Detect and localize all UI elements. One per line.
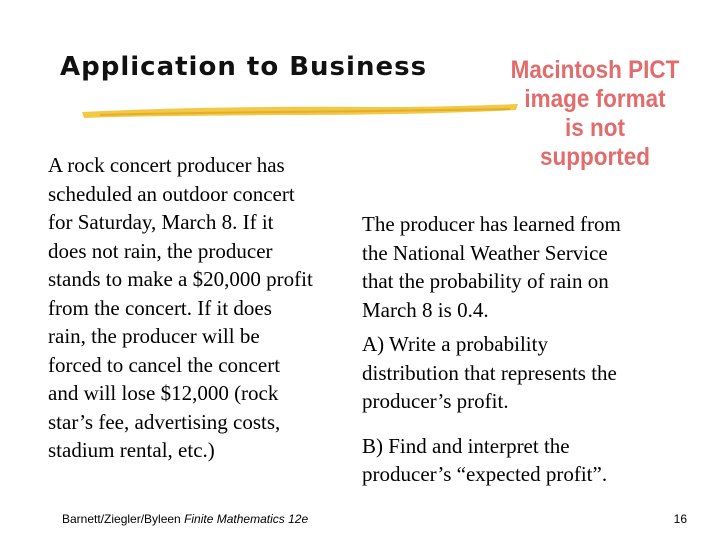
text-line: B) Find and interpret the xyxy=(362,433,570,458)
question-b xyxy=(362,432,672,489)
text-line: the National Weather Service xyxy=(362,240,608,265)
questions-column xyxy=(362,210,672,489)
pict-line-3: is not supported xyxy=(540,114,650,171)
text-line: stands to make a $20,000 profit xyxy=(48,267,313,291)
pict-line-2: image format xyxy=(524,85,666,113)
page-number: 16 xyxy=(673,512,687,526)
text-line: forced to cancel the concert xyxy=(48,352,281,377)
text-line: for Saturday, March 8. If it xyxy=(48,210,274,234)
text-line: that the probability of rain on xyxy=(362,269,609,293)
problem-statement xyxy=(48,151,368,465)
text-line: stadium rental, etc.) xyxy=(48,438,215,462)
text-line: A) Write a probability xyxy=(362,332,548,356)
text-line: March 8 is 0.4. xyxy=(362,297,489,322)
text-line: A rock concert producer has xyxy=(48,153,285,177)
text-line: does not rain, the producer xyxy=(48,238,273,263)
intro-paragraph xyxy=(362,210,672,324)
text-line: producer’s profit. xyxy=(362,389,509,413)
title-underline xyxy=(80,100,520,122)
footer-citation xyxy=(62,512,308,526)
question-a xyxy=(362,330,672,416)
text-line: and will lose $12,000 (rock xyxy=(48,381,279,405)
text-line: The producer has learned from xyxy=(362,212,621,236)
slide-title: Application to Business xyxy=(60,52,428,82)
text-line: distribution that represents the xyxy=(362,360,617,385)
text-line: from the concert. If it does xyxy=(48,295,272,320)
pict-line-1: Macintosh PICT xyxy=(510,56,680,84)
text-line: rain, the producer will be xyxy=(48,324,260,348)
text-line: producer’s “expected profit”. xyxy=(362,462,608,486)
unsupported-image-placeholder xyxy=(510,56,681,172)
text-line: scheduled an outdoor concert xyxy=(48,181,295,206)
footer-authors: Barnett/Ziegler/Byleen xyxy=(62,512,185,526)
text-line: star’s fee, advertising costs, xyxy=(48,409,281,434)
footer-book-title: Finite Mathematics 12e xyxy=(184,512,309,526)
